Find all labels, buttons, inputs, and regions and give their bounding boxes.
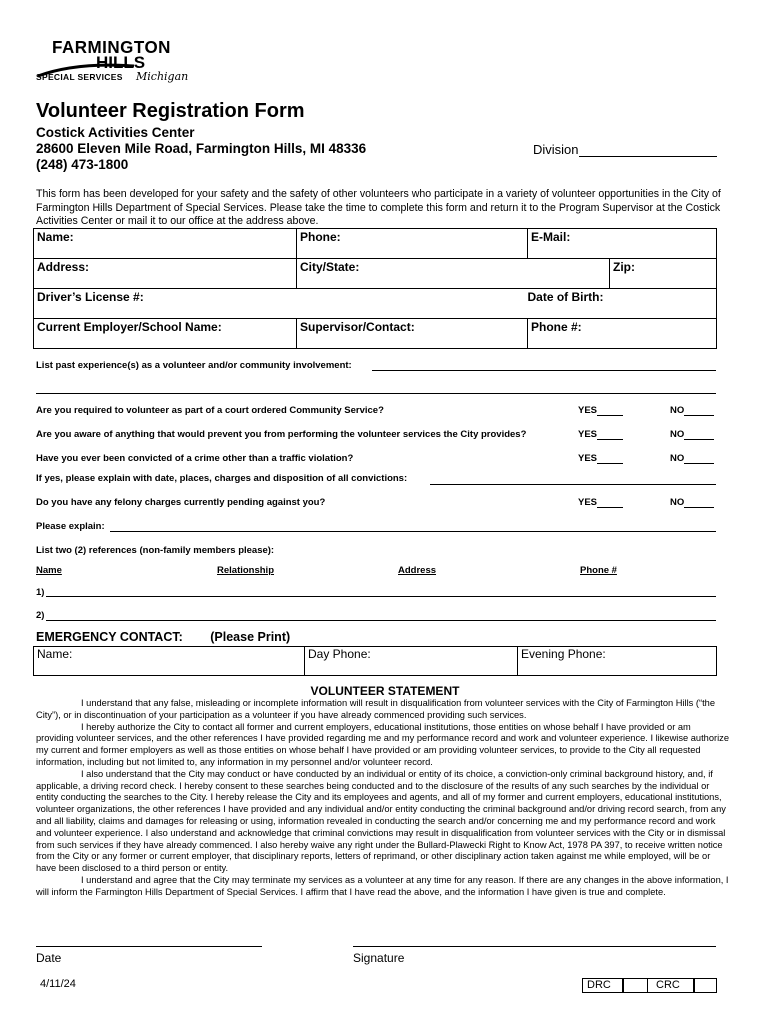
ref-row-2-line[interactable] <box>46 620 716 621</box>
prevent-services-question: Are you aware of anything that would prevent you from performing the volunteer services the City provides? <box>36 429 527 440</box>
ref-row-1-line[interactable] <box>46 596 716 597</box>
phone-field[interactable] <box>297 229 528 259</box>
statement-paragraph: I hereby authorize the City to contact all former and current employers, educational institutions, those entities on whose behalf I have provided or am providing volunteer services, and the other references I have provided regarding me and my performance record and work and volunteer experience. I likewise authorize my current and former employers as well as those entities on whose behalf I have provided or am providing volunteer services, to provide to the City all requested information, including but not limited to, any information in my personnel and/or volunteer record. <box>36 721 729 767</box>
day-phone-label: Day Phone: <box>308 647 371 661</box>
experience-line[interactable] <box>372 370 716 371</box>
evening-phone-label: Evening Phone: <box>521 647 606 661</box>
emergency-label: EMERGENCY CONTACT: <box>36 630 183 644</box>
emergency-day-phone-field[interactable] <box>305 647 518 676</box>
center-phone: (248) 473-1800 <box>36 157 129 172</box>
emergency-table <box>33 646 717 676</box>
employer-phone-label: Phone #: <box>531 320 582 334</box>
felony-explain-line[interactable] <box>110 531 716 532</box>
license-field[interactable] <box>34 289 528 319</box>
signature-line[interactable] <box>353 946 716 947</box>
drc-check-box[interactable] <box>622 978 648 993</box>
drc-box <box>582 978 624 993</box>
license-label: Driver’s License #: <box>37 290 144 304</box>
supervisor-field[interactable] <box>297 319 528 349</box>
ref-col-address: Address <box>398 565 437 576</box>
statement-title: VOLUNTEER STATEMENT <box>310 684 460 698</box>
employer-field[interactable] <box>34 319 297 349</box>
signature-label: Signature <box>353 951 405 965</box>
prevent-services-yes[interactable]: YES <box>578 429 623 440</box>
name-field[interactable] <box>34 229 297 259</box>
drc-label: DRC <box>587 979 611 991</box>
ref-row-1-label: 1) <box>36 587 45 598</box>
center-name: Costick Activities Center <box>36 125 195 140</box>
experience-line-2[interactable] <box>36 393 716 394</box>
address-label: Address: <box>37 260 90 274</box>
email-label: E-Mail: <box>531 230 571 244</box>
felony-question: Do you have any felony charges currently pending against you? <box>36 497 326 508</box>
division-line[interactable] <box>579 143 717 157</box>
city-state-label: City/State: <box>300 260 360 274</box>
city-state-field[interactable] <box>297 259 610 289</box>
references-intro: List two (2) references (non-family members please): <box>36 545 275 556</box>
felony-yes[interactable]: YES <box>578 497 623 508</box>
zip-label: Zip: <box>613 260 635 274</box>
phone-label: Phone: <box>300 230 341 244</box>
ref-row-2-label: 2) <box>36 610 45 621</box>
felony-no[interactable]: NO <box>670 497 714 508</box>
prevent-services-no[interactable]: NO <box>670 429 714 440</box>
crc-box <box>647 978 695 993</box>
convicted-yes[interactable]: YES <box>578 453 623 464</box>
emergency-name-label: Name: <box>37 647 73 661</box>
supervisor-label: Supervisor/Contact: <box>300 320 415 334</box>
dob-field[interactable] <box>528 289 717 319</box>
emergency-name-field[interactable] <box>34 647 305 676</box>
email-field[interactable] <box>528 229 717 259</box>
felony-explain-label: Please explain: <box>36 521 105 532</box>
date-line[interactable] <box>36 946 262 947</box>
experience-question: List past experience(s) as a volunteer and/or community involvement: <box>36 360 352 371</box>
employer-phone-field[interactable] <box>528 319 717 349</box>
statement-paragraph: I understand that any false, misleading or incomplete information will result in disqualification from volunteer services with the City of Farmington Hills (“the City”), or in discontinuation of your participation as a volunteer if you have already commenced providing such services. <box>36 698 716 720</box>
court-ordered-no[interactable]: NO <box>670 405 714 416</box>
name-label: Name: <box>37 230 74 244</box>
logo-text: FARMINGTON <box>52 37 171 58</box>
address-field[interactable] <box>34 259 297 289</box>
personal-info-table <box>33 228 717 349</box>
convicted-no[interactable]: NO <box>670 453 714 464</box>
center-address: 28600 Eleven Mile Road, Farmington Hills, MI 48336 <box>36 141 367 156</box>
court-ordered-question: Are you required to volunteer as part of a court ordered Community Service? <box>36 405 384 416</box>
date-label: Date <box>36 951 62 965</box>
statement-body <box>36 698 730 899</box>
convictions-explain-line[interactable] <box>430 484 716 485</box>
ref-col-relationship: Relationship <box>217 565 275 576</box>
please-print-label: (Please Print) <box>210 630 291 644</box>
intro-text: This form has been developed for your safety and the safety of other volunteers who participate in a variety of volunteer opportunities in the City of Farmington Hills Department of Special Services. Please take the time to complete this form and return it to the Program Supervisor at the Costick Activities Center or mail it to our office at the address above. <box>36 188 721 227</box>
statement-paragraph: I understand and agree that the City may terminate my services as a volunteer at any time for any reason. If there are any changes in the above information, I will inform the Farmington Hills Department of Special Services. I affirm that I have read the above, and the information I have given is true and complete. <box>36 874 729 897</box>
dob-label: Date of Birth: <box>527 290 604 304</box>
crc-check-box[interactable] <box>693 978 717 993</box>
division-label: Division <box>533 142 579 157</box>
form-title: Volunteer Registration Form <box>36 100 305 122</box>
employer-label: Current Employer/School Name: <box>37 320 222 334</box>
ref-col-phone: Phone # <box>580 565 617 576</box>
farmington-hills-logo <box>36 38 196 88</box>
emergency-evening-phone-field[interactable] <box>518 647 717 676</box>
form-revision-code: 4/11/24 <box>40 978 76 990</box>
court-ordered-yes[interactable]: YES <box>578 405 623 416</box>
emergency-contact-heading <box>36 630 290 644</box>
statement-paragraph: I also understand that the City may conduct or have conducted by an individual or entity of its choice, a conviction-only criminal background history, and, if applicable, a driving record check. I hereby consent to these searches being conducted and to the disclosure of the results of any such searches by the individual or entity conducting the searches to the City. I hereby release the City and its employees and agents, and all of my former and current employers, educational institutions, volunteer organizations, the other references I have provided and any individual and/or entity conducting the criminal background and/or driving record search, from any and all liability, claims and damages for releasing or using, information revealed in conducting the search and/or concerning me and my performance record and work and volunteer experience. I also understand and acknowledge that criminal convictions may result in disqualification from volunteer services with the City or in dismissal from such services if they have already commenced. I also hereby waive any right under the Bullard-Plawecki Right to Know Act, 1978 PA 397, to receive written notice from the City or any former or current employer, that disciplinary reports, letters of reprimand, or other disciplinary action taken against me while employed, will be or have been disclosed to a third person or entity. <box>36 768 726 874</box>
ref-col-name: Name <box>36 565 62 576</box>
logo-text: HILLS <box>96 53 146 72</box>
division-field[interactable] <box>533 142 717 157</box>
convicted-question: Have you ever been convicted of a crime other than a traffic violation? <box>36 453 354 464</box>
zip-field[interactable] <box>610 259 717 289</box>
logo-script: Michigan <box>136 70 189 83</box>
logo-text: SPECIAL SERVICES <box>36 72 123 82</box>
crc-label: CRC <box>656 979 680 991</box>
convictions-explain-label: If yes, please explain with date, places, charges and disposition of all convictions: <box>36 473 408 484</box>
